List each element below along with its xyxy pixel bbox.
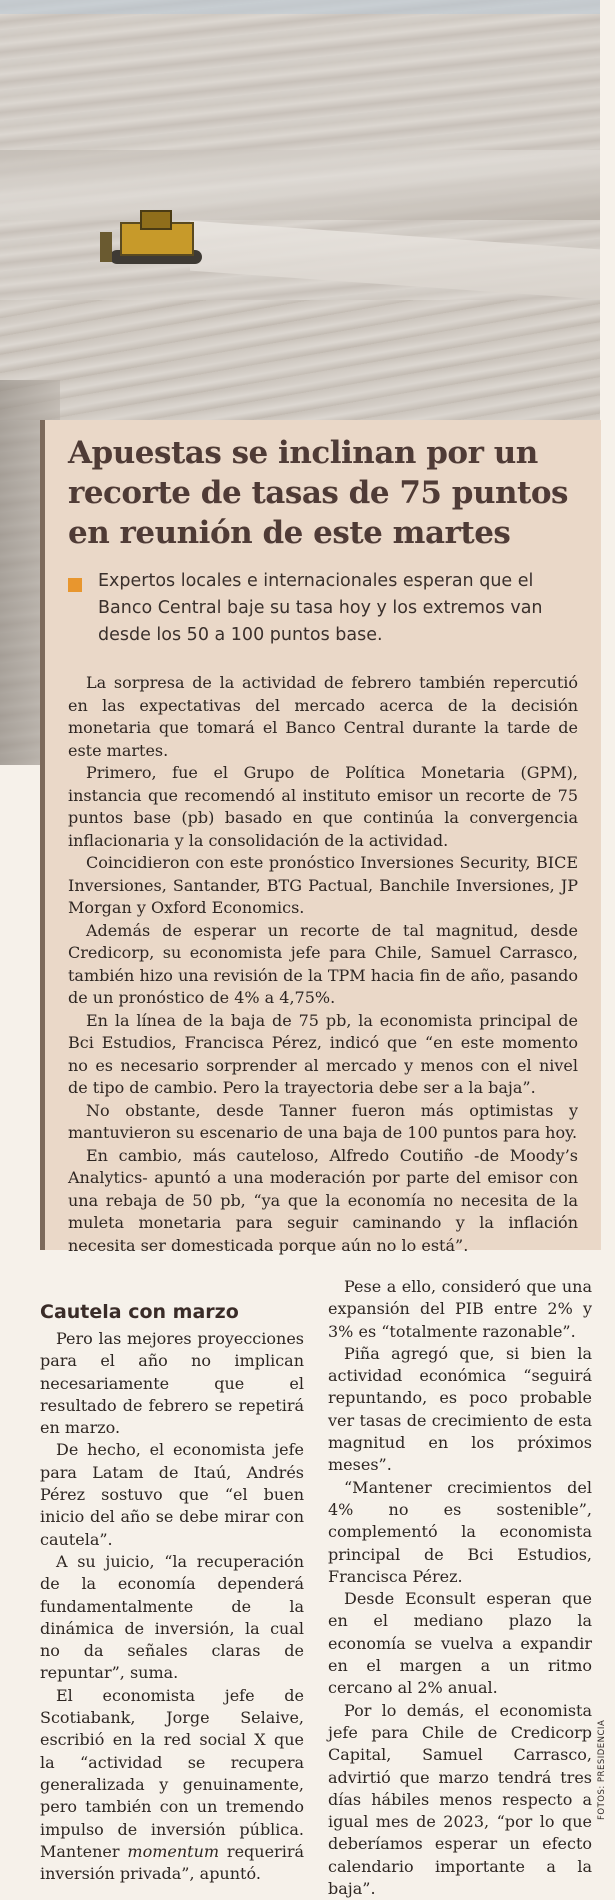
paragraph-text: El economista jefe de Scotiabank, Jorge Selaive, escribió en la red social X que la “actividad se recupera generalizada y genuinamente, pero también con un tremendo impulso de inversión pública. Mantener — [40, 1685, 304, 1861]
box-paragraph: Coincidieron con este pronóstico Inversiones Security, BICE Inversiones, Santander, BTG Pactual, Banchile Inversiones, JP Morgan y Oxford Economics. — [68, 853, 578, 917]
right-column — [328, 1276, 592, 1900]
column-paragraph — [40, 1685, 304, 1886]
article-title: Apuestas se inclinan por un recorte de tasas de 75 puntos en reunión de este martes — [68, 435, 568, 551]
paragraph-text-end: requerirá inversión privada”, apuntó. — [40, 1841, 304, 1884]
photo-bench-lower — [0, 300, 600, 420]
column-paragraph: Desde Econsult esperan que en el mediano plazo la economía se vuelva a expandir en el margen a un ritmo cercano al 2% anual. — [328, 1589, 592, 1698]
column-paragraph: De hecho, el economista jefe para Latam de Itaú, Andrés Pérez sostuvo que “el buen inicio del año se debe mirar con cautela”. — [40, 1440, 304, 1549]
photo-road — [190, 221, 600, 300]
box-paragraph: No obstante, desde Tanner fueron más optimistas y mantuvieron su escenario de una baja de 100 puntos para hoy. — [68, 1100, 578, 1142]
section-subhead: Cautela con marzo — [40, 1301, 239, 1323]
photo-sky — [0, 0, 600, 14]
column-paragraph: Piña agregó que, si bien la actividad económica “seguirá repuntando, es poco probable ver tasas de crecimiento de esta magnitud en los próximos meses”. — [328, 1343, 592, 1475]
column-paragraph: Por lo demás, el economista jefe para Chile de Credicorp Capital, Samuel Carrasco, advirtió que marzo tendrá tres días hábiles menos respecto a igual mes de 2023, “por lo que deberíamos esperar un efecto calendario importante a la baja”. — [328, 1700, 592, 1899]
left-column — [40, 1328, 304, 1885]
column-paragraph: Pese a ello, consideró que una expansión del PIB entre 2% y 3% es “totalmente razonable”. — [328, 1277, 592, 1341]
box-paragraph: La sorpresa de la actividad de febrero también repercutió en las expectativas del mercado acerca de la decisión monetaria que tomará el Banco Central durante la tarde de este martes. — [68, 673, 578, 760]
column-paragraph: “Mantener crecimientos del 4% no es sostenible”, complementó la economista principal de Bci Estudios, Francisca Pérez. — [328, 1477, 592, 1586]
italic-term: momentum — [127, 1841, 220, 1861]
bulldozer-image — [100, 210, 220, 270]
box-paragraph: En la línea de la baja de 75 pb, la economista principal de Bci Estudios, Francisca Pérez, indicó que “en este momento no es necesario sorprender al mercado y menos con el nivel de tipo de cambio. Pero la trayectoria debe ser a la baja”. — [68, 1010, 578, 1097]
lead-bullet-icon — [68, 578, 82, 592]
photo-bench — [0, 150, 600, 220]
box-paragraph: Primero, fue el Grupo de Política Monetaria (GPM), instancia que recomendó al instituto emisor un recorte de 75 puntos base (pb) basado en que continúa la convergencia inflacionaria y la consolidación de la actividad. — [68, 763, 578, 850]
photo-credit: FOTOS: PRESIDENCIA — [597, 1719, 607, 1820]
column-paragraph: A su juicio, “la recuperación de la economía dependerá fundamentalmente de la dinámica de inversión, la cual no da señales claras de repuntar”, suma. — [40, 1551, 304, 1683]
article-lead: Expertos locales e internacionales esperan que el Banco Central baje su tasa hoy y los extremos van desde los 50 a 100 puntos base. — [98, 571, 543, 645]
box-paragraph: En cambio, más cauteloso, Alfredo Coutiño -de Moody’s Analytics- apuntó a una moderación por parte del emisor con una rebaja de 50 pb, “ya que la economía no necesita de la muleta monetaria para seguir caminando y la inflación necesita ser domesticada porque aún no lo está”. — [68, 1145, 578, 1255]
box-paragraph: Además de esperar un recorte de tal magnitud, desde Credicorp, su economista jefe para Chile, Samuel Carrasco, también hizo una revisión de la TPM hacia fin de año, pasando de un pronóstico de 4% a 4,75%. — [68, 920, 578, 1007]
box-body — [68, 672, 578, 1257]
column-paragraph: Pero las mejores proyecciones para el año no implican necesariamente que el resultado de febrero se repetirá en marzo. — [40, 1329, 304, 1438]
